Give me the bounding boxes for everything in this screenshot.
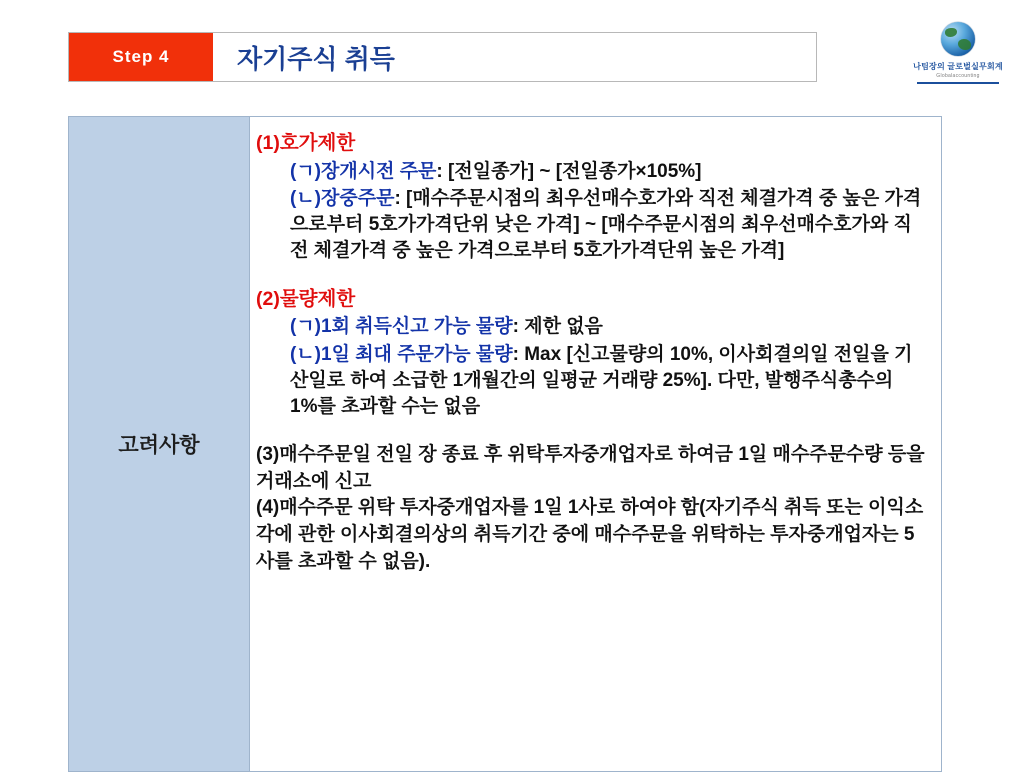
row-content: [250, 117, 941, 771]
step-badge: Step 4: [69, 33, 213, 81]
sub-item-body: : [전일종가] ~ [전일종가×105%]: [436, 160, 702, 182]
content-table: [68, 116, 942, 772]
sub-item-tag: (ㄱ)1회 취득신고 가능 물량: [290, 316, 513, 338]
content-block: [256, 131, 925, 265]
sub-item: [256, 314, 925, 340]
sub-item-tag: (ㄴ)1일 최대 주문가능 물량: [290, 343, 513, 365]
plain-line: (3)매수주문일 전일 장 종료 후 위탁투자중개업자로 하여금 1일 매수주문수량 등을 거래소에 신고: [256, 444, 925, 492]
block-heading: (2)물량제한: [256, 287, 356, 310]
sub-item-body: : 제한 없음: [512, 316, 603, 338]
logo-name: 나팀장의 글로벌실무회계: [913, 62, 1003, 71]
sub-item: [256, 186, 925, 265]
sub-item: [256, 342, 925, 421]
content-block: [256, 287, 925, 421]
logo-subtitle: Globalaccounting: [936, 73, 980, 79]
globe-icon: [941, 22, 975, 56]
plain-line: (4)매수주문 위탁 투자중개업자를 1일 1사로 하여야 함(자기주식 취득 또는 이익소각에 관한 이사회결의상의 취득기간 중에 매수주문을 위탁하는 투자중개업자는 5사를 초과할 수 없음).: [256, 497, 924, 572]
page-title: 자기주식 취득: [237, 43, 395, 74]
sub-item-body: : [매수주문시점의 최우선매수호가와 직전 체결가격 중 높은 가격으로부터 5호가가격단위 낮은 가격] ~ [매수주문시점의 최우선매수호가와 직전 체결가격 중 높은 가격으로부터 5호가가격단위 높은 가격]: [290, 187, 922, 262]
row-label: 고려사항: [69, 117, 250, 771]
sub-item-tag: (ㄴ)장중주문: [290, 187, 395, 209]
sub-item: [256, 159, 925, 185]
block-heading: (1)호가제한: [256, 132, 356, 154]
sub-item-body: : Max [신고물량의 10%, 이사회결의일 전일을 기산일로 하여 소급한 1개월간의 일평균 거래량 25%]. 다만, 발행주식총수의 1%를 초과할 수는 없음: [290, 343, 913, 417]
logo-divider: [917, 82, 999, 84]
logo: [910, 22, 1006, 84]
sub-item-tag: (ㄱ)장개시전 주문: [290, 160, 437, 182]
slide-header: [68, 32, 817, 82]
